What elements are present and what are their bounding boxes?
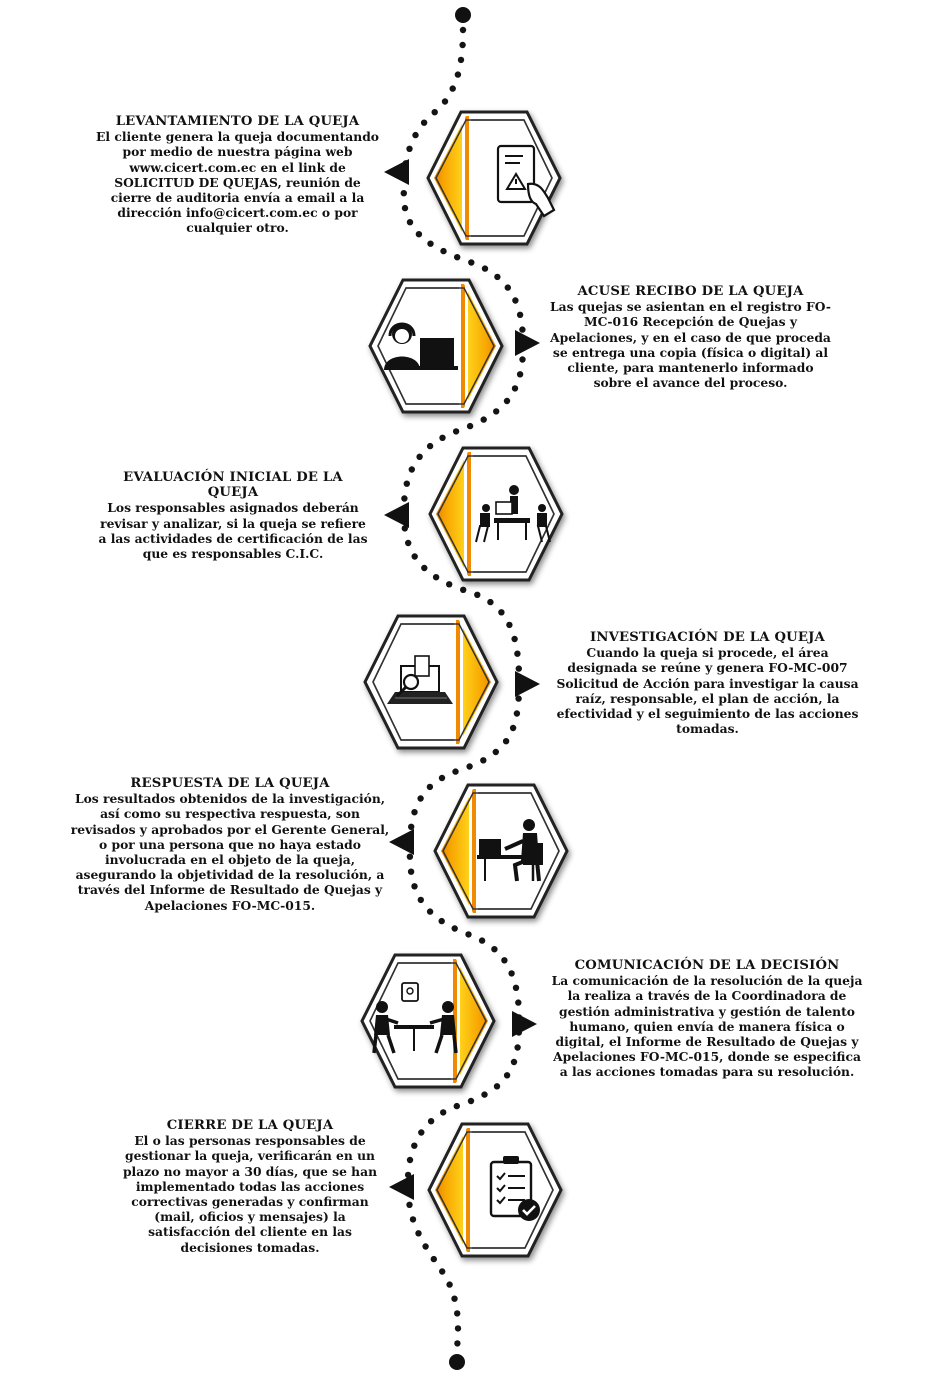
- step-2-body: Las quejas se asientan en el registro FO-MC-016 Recepción de Quejas y Apelaciones, y en el caso de que proceda se entrega una copia (física o digital) al cliente, para mantenerlo informado sobre el avance del proceso.: [550, 299, 831, 391]
- connector-dot: [433, 574, 439, 580]
- connector-dot: [407, 1157, 413, 1163]
- connector-dot: [452, 768, 458, 774]
- step-7-body: El o las personas responsables de gestionar la queja, verificarán en un plazo no mayor a 30 días, que se han implementado todas las acciones correctivas generadas y confirman (mail, oficios y mensajes) la satisfacción del cliente en las decisiones tomadas.: [122, 1133, 378, 1255]
- connector-dot: [494, 274, 500, 280]
- connector-dot: [455, 71, 461, 77]
- connector-dot: [517, 312, 523, 318]
- connector-dot: [467, 423, 473, 429]
- connector-dot: [504, 398, 510, 404]
- connector-dot: [409, 466, 415, 472]
- step-6-title: COMUNICACIÓN DE LA DECISIÓN: [574, 958, 840, 973]
- connector-dot: [412, 553, 418, 559]
- step-5-text: [70, 776, 390, 913]
- connector-dot: [452, 925, 458, 931]
- connector-dot: [450, 85, 456, 91]
- connector-dot: [515, 999, 521, 1005]
- step-6-body: La comunicación de la resolución de la queja la realiza a través de la Coordinadora de gestión administrativa y gestión de talento humano, quien envía de manera física o digital, el Informe de Resultado de Quejas y Apelaciones FO-MC-015, donde se especifica a las acciones tomadas para su resolución.: [551, 973, 863, 1080]
- connector-dot: [513, 985, 519, 991]
- connector-dot: [410, 1216, 416, 1222]
- step-1-arrow: [384, 159, 409, 185]
- connector-dot: [427, 784, 433, 790]
- connector-dot: [454, 1340, 460, 1346]
- step-1-node: [428, 108, 560, 248]
- step-5-title: RESPUESTA DE LA QUEJA: [130, 776, 330, 791]
- connector-dot: [431, 1256, 437, 1262]
- step-4-node: [365, 612, 499, 752]
- connector-dot: [454, 1310, 460, 1316]
- step-3-title: EVALUACIÓN INICIAL DE LA QUEJA: [123, 470, 343, 501]
- connector-dot: [427, 443, 433, 449]
- connector-dot: [407, 219, 413, 225]
- connector-dot: [442, 98, 448, 104]
- connector-dot: [501, 957, 507, 963]
- step-7-text: [116, 1118, 384, 1255]
- connector-dot: [468, 1098, 474, 1104]
- connector-dot: [481, 1091, 487, 1097]
- connector-dot: [510, 725, 516, 731]
- connector-dot: [517, 371, 523, 377]
- connector-dot: [481, 416, 487, 422]
- connector-dot: [408, 869, 414, 875]
- connector-dot: [407, 854, 413, 860]
- connector-dot: [474, 592, 480, 598]
- connector-dot: [494, 1083, 500, 1089]
- end-dot: [449, 1354, 465, 1370]
- connector-dot: [446, 1281, 452, 1287]
- connector-dot: [440, 1109, 446, 1115]
- connector-dot: [415, 1230, 421, 1236]
- step-3-text: [98, 470, 368, 561]
- connector-dot: [514, 710, 520, 716]
- connector-dot: [482, 265, 488, 271]
- connector-dot: [514, 1044, 520, 1050]
- step-5-node: [435, 781, 567, 921]
- connector-dot: [406, 146, 412, 152]
- step-5-arrow: [389, 829, 414, 855]
- connector-dot: [493, 408, 499, 414]
- connector-dot: [519, 326, 525, 332]
- connector-dot: [512, 297, 518, 303]
- connector-dot: [458, 57, 464, 63]
- connector-dot: [504, 1072, 510, 1078]
- connector-dot: [404, 481, 410, 487]
- connector-dot: [411, 809, 417, 815]
- connector-dot: [516, 665, 522, 671]
- connector-dot: [401, 495, 407, 501]
- connector-dot: [411, 883, 417, 889]
- connector-dot: [416, 231, 422, 237]
- step-4-title: INVESTIGACIÓN DE LA QUEJA: [590, 630, 825, 645]
- connector-dot: [512, 385, 518, 391]
- connector-dot: [519, 356, 525, 362]
- connector-dot: [511, 1059, 517, 1065]
- connector-dot: [416, 454, 422, 460]
- connector-dot: [405, 540, 411, 546]
- connector-dot: [480, 757, 486, 763]
- connector-dot: [506, 622, 512, 628]
- step-6-node: [362, 951, 496, 1091]
- connector-dot: [421, 120, 427, 126]
- connector-dot: [439, 918, 445, 924]
- step-2-arrow: [515, 330, 540, 356]
- step-1-text: [95, 114, 380, 236]
- connector-dot: [451, 1296, 457, 1302]
- connector-dot: [417, 795, 423, 801]
- connector-dot: [511, 636, 517, 642]
- step-2-title: ACUSE RECIBO DE LA QUEJA: [577, 284, 804, 299]
- connector-dot: [454, 1103, 460, 1109]
- connector-dot: [453, 428, 459, 434]
- connector-dot: [432, 109, 438, 115]
- step-7-arrow: [389, 1174, 414, 1200]
- connector-dot: [455, 1325, 461, 1331]
- step-7-title: CIERRE DE LA QUEJA: [166, 1118, 334, 1133]
- step-1-title: LEVANTAMIENTO DE LA QUEJA: [115, 114, 360, 129]
- connector-dot: [515, 695, 521, 701]
- step-6-text: [548, 958, 866, 1080]
- connector-dot: [421, 565, 427, 571]
- start-dot: [455, 7, 471, 23]
- connector-dot: [439, 435, 445, 441]
- connector-dot: [460, 27, 466, 33]
- connector-dot: [427, 908, 433, 914]
- step-6-arrow: [512, 1011, 537, 1037]
- connector-dot: [427, 241, 433, 247]
- connector-dot: [439, 1268, 445, 1274]
- connector-dot: [401, 190, 407, 196]
- connector-dot: [508, 970, 514, 976]
- connector-dot: [468, 259, 474, 265]
- connector-dot: [440, 248, 446, 254]
- step-1-body: El cliente genera la queja documentando por medio de nuestra página web www.cicert.com.ec en el link de SOLICITUD DE QUEJAS, reunión de cierre de auditoria envía a email a la dirección info@cicert.com.ec o por cualquier otro.: [96, 129, 379, 236]
- connector-dot: [454, 254, 460, 260]
- step-4-body: Cuando la queja si procede, el área designada se reúne y genera FO-MC-007 Solicitud de Acción para investigar la causa raíz, responsable, el plan de acción, la efectividad y el seguimiento de las acciones tomadas.: [556, 645, 859, 737]
- connector-dot: [479, 937, 485, 943]
- connector-dot: [514, 651, 520, 657]
- step-2-node: [370, 276, 504, 416]
- connector-dot: [498, 609, 504, 615]
- connector-dot: [406, 1202, 412, 1208]
- step-5-body: Los resultados obtenidos de la investigación, así como su respectiva respuesta, son revisados y aprobados por el Gerente General, o por una persona que no haya estado involucrada en el objeto de la queja, asegurando la objetividad de la resolución, a través del Informe de Resultado de Quejas y Apelaciones FO-MC-015.: [70, 791, 390, 913]
- connector-dot: [418, 897, 424, 903]
- connector-dot: [402, 205, 408, 211]
- connector-dot: [408, 824, 414, 830]
- connector-dot: [491, 946, 497, 952]
- connector-dot: [460, 587, 466, 593]
- step-7-node: [429, 1120, 561, 1260]
- step-3-arrow: [384, 502, 409, 528]
- connector-dot: [446, 581, 452, 587]
- step-4-text: [555, 630, 860, 736]
- step-3-body: Los responsables asignados deberán revisar y analizar, si la queja se refiere a las actividades de certificación de las que es responsables C.I.C.: [98, 500, 368, 562]
- step-2-text: [548, 284, 833, 390]
- connector-dot: [411, 1143, 417, 1149]
- connector-dot: [493, 749, 499, 755]
- step-4-arrow: [515, 671, 540, 697]
- step-3-node: [430, 444, 562, 584]
- connector-dot: [505, 284, 511, 290]
- connector-dot: [439, 775, 445, 781]
- connector-dot: [418, 1129, 424, 1135]
- connector-dot: [412, 132, 418, 138]
- connector-dot: [428, 1118, 434, 1124]
- connector-dot: [487, 599, 493, 605]
- connector-dot: [459, 42, 465, 48]
- connector-dot: [466, 763, 472, 769]
- connector-dot: [465, 931, 471, 937]
- connector-dot: [422, 1243, 428, 1249]
- connector-dot: [503, 738, 509, 744]
